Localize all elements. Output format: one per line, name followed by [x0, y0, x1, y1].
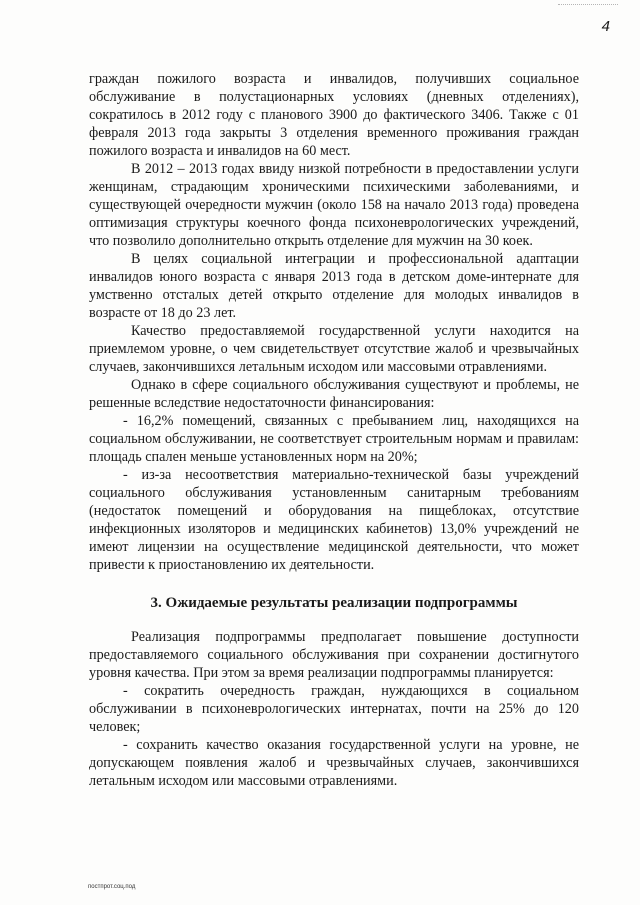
list-item: - сократить очередность граждан, нуждающихся в социальном обслуживании в психоневрологических интернатах, почти на 25% до 120 человек;: [89, 683, 579, 735]
footer-filename: постпрот.соц.под: [88, 884, 136, 890]
paragraph: Качество предоставляемой государственной услуги находится на приемлемом уровне, о чем свидетельствует отсутствие жалоб и чрезвычайных случаев, закончившихся летальным исходом или массовыми отравлениями.: [89, 323, 579, 375]
paragraph: Реализация подпрограммы предполагает повышение доступности предоставляемого социального обслуживания при сохранении достигнутого уровня качества. При этом за время реализации подпрограммы планируется:: [89, 629, 579, 681]
list-item: - из-за несоответствия материально-технической базы учреждений социального обслуживания установленным санитарным требованиям (недостаток помещений и оборудования на пищеблоках, отсутствие инфекционных изоляторов и медицинских кабинетов) 13,0% учреждений не имеют лицензии на осуществление медицинской деятельности, что может привести к приостановлению их деятельности.: [89, 467, 579, 573]
list-item: - 16,2% помещений, связанных с пребыванием лиц, находящихся на социальном обслуживании, не соответствует строительным нормам и правилам: площадь спален меньше установленных норм на 20%;: [89, 413, 579, 465]
list-item: - сохранить качество оказания государственной услуги на уровне, не допускающем появления жалоб и чрезвычайных случаев, закончившихся летальным исходом или массовыми отравлениями.: [89, 737, 579, 789]
document-body: [89, 70, 579, 790]
page-number: 4: [601, 18, 610, 35]
paragraph: Однако в сфере социального обслуживания существуют и проблемы, не решенные вследствие недостаточности финансирования:: [89, 377, 579, 411]
section-heading: 3. Ожидаемые результаты реализации подпрограммы: [150, 595, 518, 611]
paragraph: граждан пожилого возраста и инвалидов, получивших социальное обслуживание в полустационарных условиях (дневных отделениях), сократилось в 2012 году с планового 3900 до фактического 3406. Также с 01 февраля 2013 года закрыты 3 отделения временного проживания граждан пожилого возраста и инвалидов на 60 мест.: [89, 71, 579, 159]
paragraph: В 2012 – 2013 годах ввиду низкой потребности в предоставлении услуги женщинам, страдающим хроническими психическими заболеваниями, и существующей очередности мужчин (около 158 на начало 2013 года) проведена оптимизация структуры коечного фонда психоневрологических учреждений, что позволило дополнительно открыть отделение для мужчин на 30 коек.: [89, 161, 579, 249]
header-scan-mark: [558, 4, 618, 9]
paragraph: В целях социальной интеграции и профессиональной адаптации инвалидов юного возраста с января 2013 года в детском доме-интернате для умственно отсталых детей открыто отделение для молодых инвалидов в возрасте от 18 до 23 лет.: [89, 251, 579, 321]
